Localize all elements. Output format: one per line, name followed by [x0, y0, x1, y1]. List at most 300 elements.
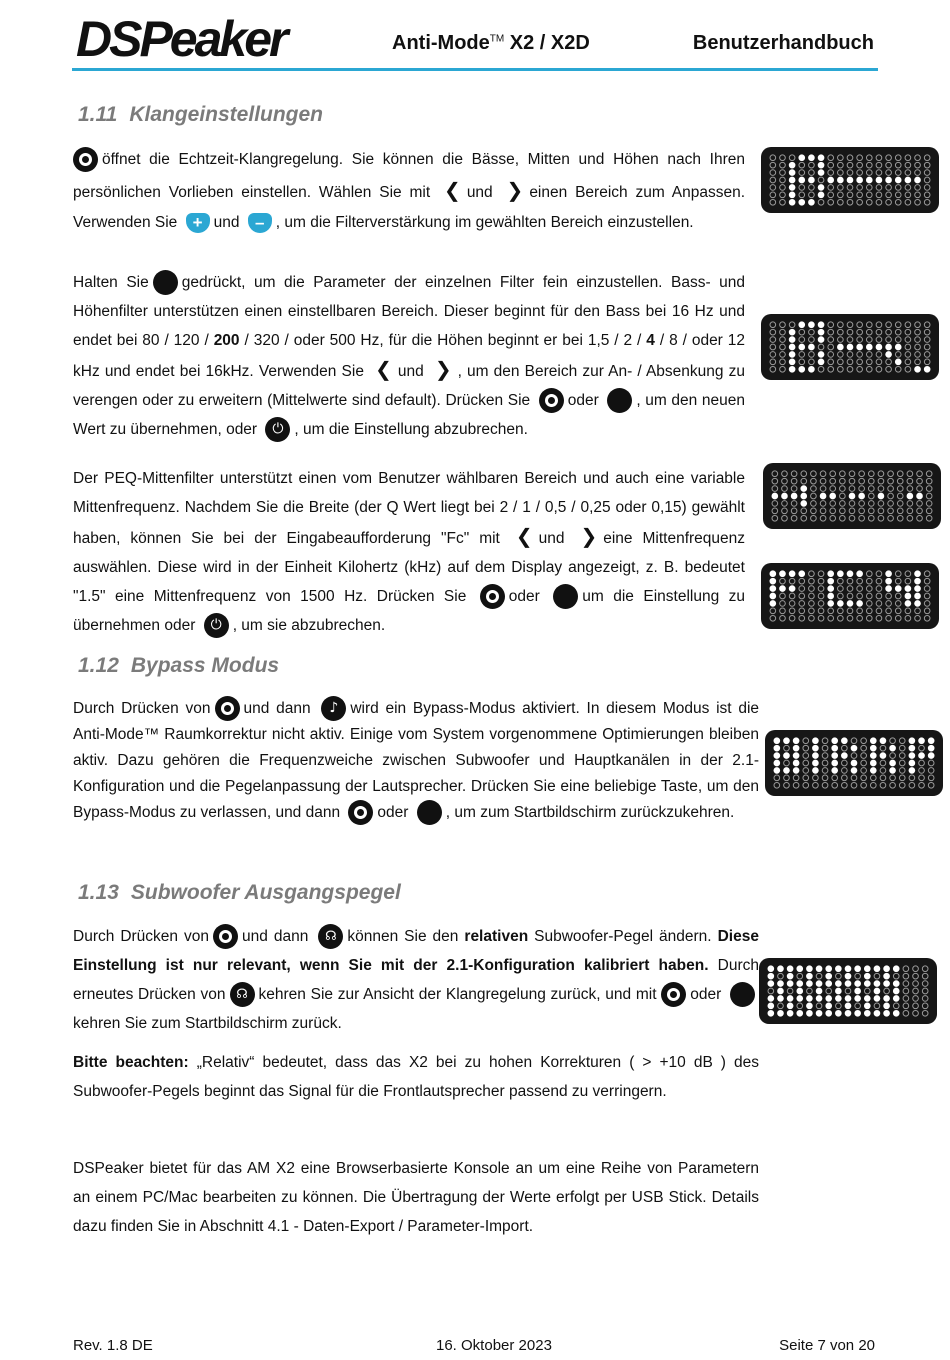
display-dot [770, 337, 776, 343]
display-dot [847, 578, 853, 584]
display-dot [780, 586, 786, 592]
display-dot [803, 753, 809, 759]
display-dot [861, 745, 867, 751]
display-dot [818, 177, 824, 183]
display-dot [922, 966, 928, 972]
display-dot [857, 359, 863, 365]
display-dot [799, 170, 805, 176]
display-dot [926, 501, 932, 507]
display-dot [822, 775, 828, 781]
display-dot [909, 782, 915, 788]
display-dot [818, 352, 824, 358]
display-dot [905, 170, 911, 176]
display-dot [917, 471, 923, 477]
display-dot [809, 155, 815, 161]
display-dot [791, 501, 797, 507]
display-dot [866, 199, 872, 205]
display-dot [922, 1010, 928, 1016]
display-dot [789, 155, 795, 161]
display-dot [803, 760, 809, 766]
display-dot [832, 738, 838, 744]
display-dot [905, 322, 911, 328]
display-dot [778, 1003, 784, 1009]
display-dot [924, 352, 930, 358]
display-dot [876, 366, 882, 372]
display-dot [884, 996, 890, 1002]
display-dot [928, 745, 934, 751]
display-dot [886, 593, 892, 599]
display-dot [895, 366, 901, 372]
display-dot [857, 615, 863, 621]
display-dot [768, 981, 774, 987]
display-dot [799, 155, 805, 161]
display-dot [857, 586, 863, 592]
paragraph-1-11-intro: öffnet die Echtzeit-Klangregelung. Sie können die Bässe, Mitten und Höhen nach Ihren persönlichen Vorlieben einstellen. Wählen Sie mit ❮ und ❯ einen Bereich zum Anpassen. Verwenden Sie + und – , um die Filterverstärkung im gewählten Bereich einzustellen. [73, 145, 745, 238]
display-dot [876, 177, 882, 183]
display-dot [789, 366, 795, 372]
display-dot [895, 199, 901, 205]
display-dot [878, 471, 884, 477]
display-dot [893, 973, 899, 979]
display-dot [886, 177, 892, 183]
display-dot [818, 199, 824, 205]
display-dot [840, 515, 846, 521]
display-dot [928, 768, 934, 774]
display-dot [857, 352, 863, 358]
display-dot [789, 578, 795, 584]
display-dot [780, 366, 786, 372]
left-arrow-icon: ❮ [515, 524, 533, 548]
display-dot [787, 1010, 793, 1016]
display-dot [866, 608, 872, 614]
display-dot [832, 753, 838, 759]
display-dot [787, 966, 793, 972]
display-dot [838, 344, 844, 350]
display-dot [828, 337, 834, 343]
display-dot [905, 366, 911, 372]
display-dot [799, 177, 805, 183]
display-dot [818, 155, 824, 161]
display-dot [890, 753, 896, 759]
display-dot [813, 745, 819, 751]
display-dot [789, 329, 795, 335]
display-dot [876, 155, 882, 161]
display-dot [768, 973, 774, 979]
footer-revision: Rev. 1.8 DE [73, 1337, 153, 1354]
display-dot [847, 329, 853, 335]
display-dot [895, 615, 901, 621]
display-dot [818, 366, 824, 372]
display-dot [838, 329, 844, 335]
display-dot [868, 501, 874, 507]
display-dot [859, 501, 865, 507]
display-dot [809, 366, 815, 372]
display-dot [782, 493, 788, 499]
display-dot [919, 738, 925, 744]
display-dot [876, 615, 882, 621]
display-dot [928, 775, 934, 781]
display-dot [922, 996, 928, 1002]
display-dot [838, 601, 844, 607]
display-dot [886, 359, 892, 365]
display-dot [809, 578, 815, 584]
display-dot [816, 1010, 822, 1016]
display-illustration-6 [758, 957, 938, 1025]
display-dot [845, 996, 851, 1002]
display-dot [828, 615, 834, 621]
display-dot [876, 199, 882, 205]
display-dot [828, 608, 834, 614]
display-dot [907, 515, 913, 521]
display-dot [903, 996, 909, 1002]
display-dot [799, 586, 805, 592]
display-dot [828, 571, 834, 577]
display-dot [793, 753, 799, 759]
display-dot [926, 508, 932, 514]
display-dot [780, 177, 786, 183]
display-dot [809, 593, 815, 599]
display-dot [787, 988, 793, 994]
display-dot [899, 782, 905, 788]
display-dot [828, 593, 834, 599]
display-dot [880, 775, 886, 781]
display-dot [830, 501, 836, 507]
display-dot [847, 155, 853, 161]
display-dot [861, 753, 867, 759]
display-dot [793, 760, 799, 766]
display-dot [922, 1003, 928, 1009]
display-dot [888, 471, 894, 477]
display-dot [809, 177, 815, 183]
display-dot [774, 782, 780, 788]
display-dot [809, 571, 815, 577]
display-dot [895, 571, 901, 577]
display-dot [818, 329, 824, 335]
display-dot [897, 493, 903, 499]
display-dot [784, 753, 790, 759]
display-dot [864, 988, 870, 994]
display-dot [801, 501, 807, 507]
subwoofer-button-icon [230, 982, 255, 1007]
display-dot [907, 501, 913, 507]
display-dot [820, 508, 826, 514]
display-dot [915, 177, 921, 183]
display-dot [770, 366, 776, 372]
display-dot [838, 170, 844, 176]
display-dot [836, 973, 842, 979]
display-dot [791, 486, 797, 492]
display-dot [791, 508, 797, 514]
display-dot [913, 1010, 919, 1016]
display-dot [924, 615, 930, 621]
display-dot [849, 501, 855, 507]
display-dot [838, 185, 844, 191]
display-dot [849, 478, 855, 484]
power-button-icon [265, 417, 290, 442]
display-dot [772, 493, 778, 499]
display-dot [878, 486, 884, 492]
display-dot [847, 322, 853, 328]
display-dot [886, 608, 892, 614]
display-dot [915, 601, 921, 607]
display-dot [884, 966, 890, 972]
display-dot [857, 344, 863, 350]
display-dot [913, 973, 919, 979]
right-arrow-icon: ❯ [506, 178, 524, 202]
display-dot [905, 608, 911, 614]
display-dot [799, 192, 805, 198]
display-dot [899, 775, 905, 781]
display-dot [770, 352, 776, 358]
display-dot [880, 760, 886, 766]
display-dot [791, 478, 797, 484]
display-dot [895, 337, 901, 343]
display-dot [768, 1003, 774, 1009]
display-dot [828, 177, 834, 183]
display-dot [876, 608, 882, 614]
display-dot [859, 515, 865, 521]
display-dot [876, 322, 882, 328]
right-arrow-icon: ❯ [580, 524, 598, 548]
display-dot [876, 337, 882, 343]
display-dot [799, 578, 805, 584]
display-dot [917, 478, 923, 484]
display-dot [888, 501, 894, 507]
display-dot [816, 981, 822, 987]
display-dot [780, 571, 786, 577]
display-dot [793, 775, 799, 781]
display-dot [895, 155, 901, 161]
display-dot [770, 578, 776, 584]
display-dot [799, 185, 805, 191]
display-dot [859, 486, 865, 492]
display-dot [876, 185, 882, 191]
display-dot [778, 981, 784, 987]
display-dot [780, 601, 786, 607]
display-dot [861, 775, 867, 781]
display-dot [897, 508, 903, 514]
display-dot [893, 996, 899, 1002]
display-dot [897, 478, 903, 484]
display-dot [782, 486, 788, 492]
display-dot [864, 1003, 870, 1009]
display-dot [855, 981, 861, 987]
display-dot [905, 192, 911, 198]
display-dot [884, 981, 890, 987]
display-dot [926, 486, 932, 492]
display-dot [816, 988, 822, 994]
display-dot [855, 988, 861, 994]
display-dot [884, 973, 890, 979]
display-dot [886, 352, 892, 358]
display-dot [880, 753, 886, 759]
display-dot [899, 768, 905, 774]
display-dot [845, 988, 851, 994]
display-dot [799, 593, 805, 599]
display-dot [895, 352, 901, 358]
display-dot [909, 768, 915, 774]
display-dot [803, 745, 809, 751]
display-dot [915, 170, 921, 176]
display-dot [866, 185, 872, 191]
display-dot [809, 586, 815, 592]
display-dot [913, 996, 919, 1002]
display-dot [866, 571, 872, 577]
display-dot [876, 601, 882, 607]
display-dot [915, 615, 921, 621]
display-dot [818, 185, 824, 191]
display-dot [857, 571, 863, 577]
display-dot [826, 973, 832, 979]
display-dot [811, 471, 817, 477]
display-dot [838, 359, 844, 365]
display-dot [876, 586, 882, 592]
display-dot [915, 199, 921, 205]
display-dot [807, 1010, 813, 1016]
product-title: Anti-Mode™ X2 / X2D [392, 32, 590, 54]
display-dot [847, 601, 853, 607]
display-dot [919, 760, 925, 766]
display-dot [801, 478, 807, 484]
display-dot [917, 515, 923, 521]
display-dot [809, 615, 815, 621]
display-dot [924, 185, 930, 191]
display-dot [782, 515, 788, 521]
display-dot [928, 753, 934, 759]
display-dot [836, 1010, 842, 1016]
display-dot [770, 155, 776, 161]
display-dot [799, 615, 805, 621]
display-dot [782, 478, 788, 484]
display-dot [780, 155, 786, 161]
dspeaker-logo: DSPeaker [76, 11, 286, 67]
display-dot [857, 337, 863, 343]
display-dot [799, 571, 805, 577]
display-dot [857, 601, 863, 607]
display-dot [909, 738, 915, 744]
display-dot [870, 782, 876, 788]
display-dot [870, 745, 876, 751]
display-dot [915, 192, 921, 198]
display-dot [855, 1010, 861, 1016]
ok-button-icon [539, 388, 564, 413]
display-dot [830, 478, 836, 484]
display-dot [857, 192, 863, 198]
display-dot [809, 170, 815, 176]
display-dot [924, 593, 930, 599]
display-dot [903, 966, 909, 972]
display-dot [768, 966, 774, 972]
display-dot [915, 185, 921, 191]
display-dot [926, 478, 932, 484]
display-dot [895, 578, 901, 584]
hold-button-icon [607, 388, 632, 413]
display-dot [772, 471, 778, 477]
display-dot [868, 493, 874, 499]
display-dot [801, 508, 807, 514]
display-dot [878, 508, 884, 514]
display-dot [826, 988, 832, 994]
display-dot [876, 192, 882, 198]
display-dot [895, 162, 901, 168]
display-dot [778, 996, 784, 1002]
display-dot [789, 615, 795, 621]
display-dot [907, 486, 913, 492]
display-dot [866, 177, 872, 183]
display-dot [884, 1003, 890, 1009]
display-dot [924, 170, 930, 176]
display-dot [828, 199, 834, 205]
display-dot [847, 366, 853, 372]
display-dot [789, 571, 795, 577]
display-dot [905, 177, 911, 183]
display-dot [866, 586, 872, 592]
display-dot [797, 973, 803, 979]
display-dot [903, 1010, 909, 1016]
display-dot [893, 966, 899, 972]
display-dot [924, 366, 930, 372]
display-dot [780, 185, 786, 191]
display-dot [866, 344, 872, 350]
display-dot [809, 352, 815, 358]
display-dot [820, 486, 826, 492]
display-illustration-4 [760, 562, 940, 630]
display-dot [816, 966, 822, 972]
display-dot [770, 322, 776, 328]
display-dot [866, 359, 872, 365]
display-illustration-5 [764, 729, 944, 797]
display-dot [924, 608, 930, 614]
display-dot [838, 199, 844, 205]
display-dot [813, 782, 819, 788]
display-dot [842, 768, 848, 774]
display-dot [890, 782, 896, 788]
section-heading-1-12: 1.12 Bypass Modus [78, 654, 280, 677]
display-dot [861, 738, 867, 744]
display-dot [791, 515, 797, 521]
display-dot [770, 170, 776, 176]
display-dot [842, 760, 848, 766]
display-dot [797, 1003, 803, 1009]
display-dot [789, 337, 795, 343]
display-dot [905, 571, 911, 577]
display-dot [886, 162, 892, 168]
display-dot [924, 571, 930, 577]
display-dot [866, 352, 872, 358]
display-dot [905, 359, 911, 365]
display-dot [784, 782, 790, 788]
display-dot [836, 966, 842, 972]
display-dot [913, 1003, 919, 1009]
display-dot [886, 192, 892, 198]
display-dot [847, 337, 853, 343]
left-arrow-icon: ❮ [444, 178, 461, 202]
display-dot [780, 344, 786, 350]
display-dot [803, 775, 809, 781]
display-dot [847, 177, 853, 183]
display-dot [905, 578, 911, 584]
display-dot [828, 578, 834, 584]
display-dot [780, 615, 786, 621]
display-dot [799, 359, 805, 365]
display-dot [845, 973, 851, 979]
display-dot [847, 162, 853, 168]
display-dot [838, 192, 844, 198]
display-dot [886, 344, 892, 350]
display-dot [832, 760, 838, 766]
display-dot [876, 571, 882, 577]
display-dot [886, 586, 892, 592]
